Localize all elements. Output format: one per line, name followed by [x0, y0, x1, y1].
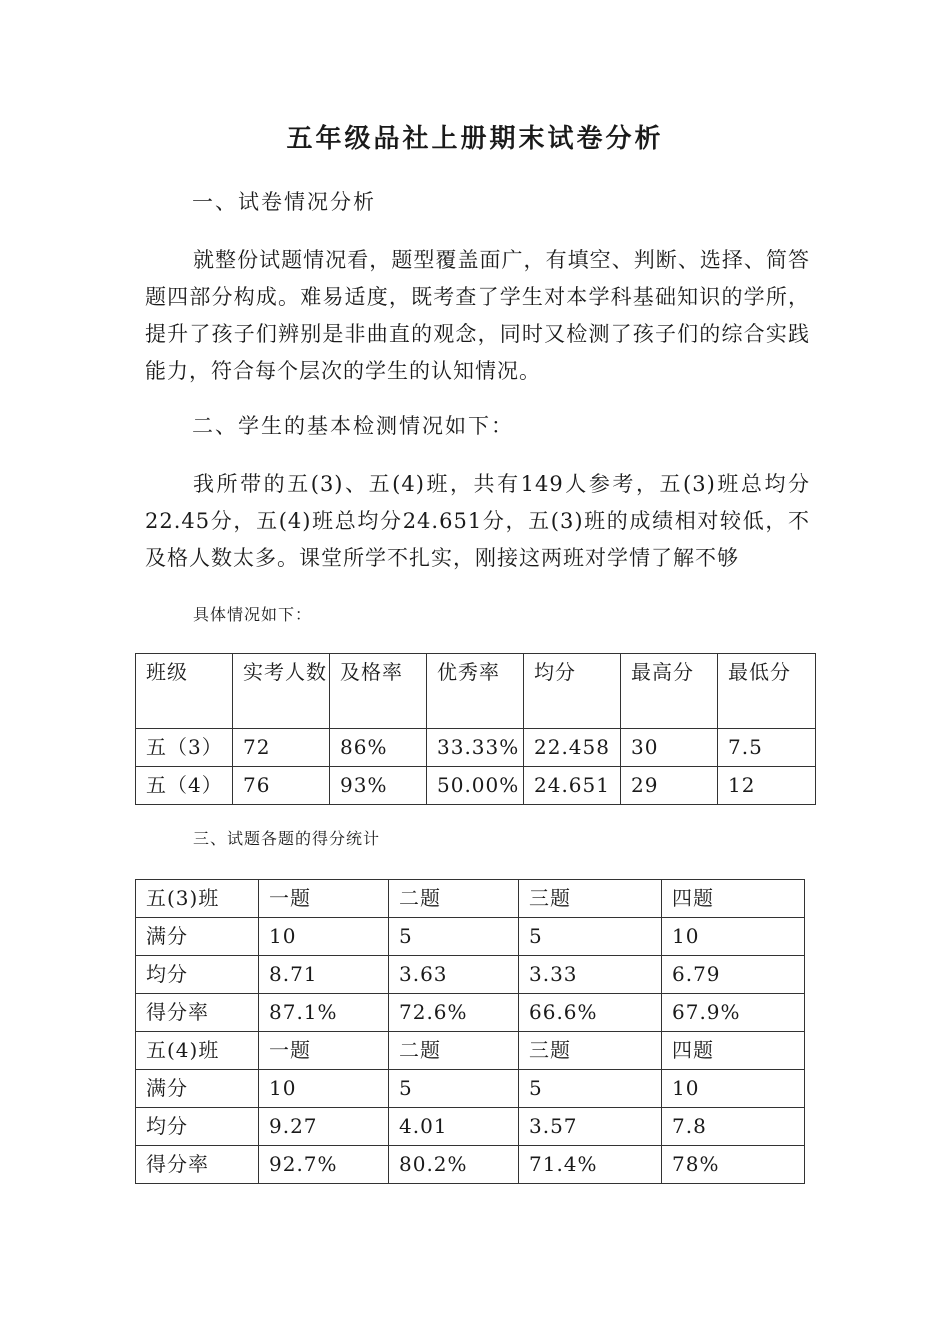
table-cell: 五(3)班 — [136, 880, 259, 918]
table-cell: 50.00% — [427, 767, 524, 805]
table-cell: 3.57 — [519, 1108, 662, 1146]
table-cell: 一题 — [259, 880, 389, 918]
document-title: 五年级品社上册期末试卷分析 — [286, 124, 664, 154]
table-cell: 均分 — [136, 956, 259, 994]
table2-caption: 三、试题各题的得分统计 — [193, 829, 381, 848]
class-summary-table — [135, 653, 816, 805]
header-cell: 实考人数 — [233, 654, 330, 729]
table-row — [136, 880, 805, 918]
section2-paragraph: 我所带的五(3)、五(4)班，共有149人参考，五(3)班总均分22.45分，五(4)班总均分24.651分，五(3)班的成绩相对较低，不及格人数太多。课堂所学不扎实，刚接这两班对学情了解不够 — [145, 472, 810, 570]
table-cell: 71.4% — [519, 1146, 662, 1184]
header-cell: 优秀率 — [427, 654, 524, 729]
table-row — [136, 956, 805, 994]
header-cell: 及格率 — [330, 654, 427, 729]
table-cell: 92.7% — [259, 1146, 389, 1184]
table-cell: 3.63 — [389, 956, 519, 994]
table-cell: 均分 — [136, 1108, 259, 1146]
table-cell: 72.6% — [389, 994, 519, 1032]
table-cell: 67.9% — [662, 994, 805, 1032]
table-cell: 四题 — [662, 1032, 805, 1070]
section1-paragraph: 就整份试题情况看，题型覆盖面广，有填空、判断、选择、简答题四部分构成。难易适度，既考查了学生对本学科基础知识的学所，提升了孩子们辨别是非曲直的观念，同时又检测了孩子们的综合实践能力，符合每个层次的学生的认知情况。 — [145, 248, 810, 383]
table-cell: 四题 — [662, 880, 805, 918]
table-row — [136, 729, 816, 767]
header-cell: 最高分 — [621, 654, 718, 729]
table-cell: 二题 — [389, 1032, 519, 1070]
table-cell: 66.6% — [519, 994, 662, 1032]
table-row — [136, 1070, 805, 1108]
table-cell: 30 — [621, 729, 718, 767]
table-cell: 5 — [389, 918, 519, 956]
table-cell: 5 — [519, 1070, 662, 1108]
table-cell: 得分率 — [136, 1146, 259, 1184]
table-cell: 三题 — [519, 880, 662, 918]
table-row — [136, 918, 805, 956]
table-header-row — [136, 654, 816, 729]
table-cell: 二题 — [389, 880, 519, 918]
table-cell: 5 — [519, 918, 662, 956]
table1-caption: 具体情况如下： — [193, 605, 313, 624]
table-cell: 93% — [330, 767, 427, 805]
table-cell: 24.651 — [524, 767, 621, 805]
table-cell: 78% — [662, 1146, 805, 1184]
table-cell: 22.458 — [524, 729, 621, 767]
table-cell: 10 — [259, 918, 389, 956]
table-cell: 3.33 — [519, 956, 662, 994]
table-cell: 一题 — [259, 1032, 389, 1070]
table-row — [136, 994, 805, 1032]
table-cell: 80.2% — [389, 1146, 519, 1184]
table-cell: 29 — [621, 767, 718, 805]
table-cell: 7.5 — [718, 729, 816, 767]
table-cell: 五（3） — [136, 729, 233, 767]
table-cell: 三题 — [519, 1032, 662, 1070]
table-cell: 10 — [662, 918, 805, 956]
table-cell: 9.27 — [259, 1108, 389, 1146]
header-cell: 均分 — [524, 654, 621, 729]
table-cell: 五（4） — [136, 767, 233, 805]
table-cell: 得分率 — [136, 994, 259, 1032]
section2-heading: 二、学生的基本检测情况如下： — [192, 414, 514, 438]
table-cell: 12 — [718, 767, 816, 805]
header-cell: 班级 — [136, 654, 233, 729]
table-cell: 7.8 — [662, 1108, 805, 1146]
table-cell: 6.79 — [662, 956, 805, 994]
table-cell: 87.1% — [259, 994, 389, 1032]
table-cell: 86% — [330, 729, 427, 767]
table-cell: 33.33% — [427, 729, 524, 767]
table-cell: 72 — [233, 729, 330, 767]
table-cell: 8.71 — [259, 956, 389, 994]
table-cell: 76 — [233, 767, 330, 805]
table-cell: 满分 — [136, 918, 259, 956]
table-row — [136, 1146, 805, 1184]
table-cell: 五(4)班 — [136, 1032, 259, 1070]
section1-heading: 一、试卷情况分析 — [192, 190, 376, 214]
table-row — [136, 1108, 805, 1146]
table-cell: 10 — [662, 1070, 805, 1108]
table-row — [136, 1032, 805, 1070]
table-row — [136, 767, 816, 805]
question-score-table — [135, 879, 805, 1184]
header-cell: 最低分 — [718, 654, 816, 729]
table-cell: 5 — [389, 1070, 519, 1108]
table-cell: 满分 — [136, 1070, 259, 1108]
table-cell: 10 — [259, 1070, 389, 1108]
table-cell: 4.01 — [389, 1108, 519, 1146]
